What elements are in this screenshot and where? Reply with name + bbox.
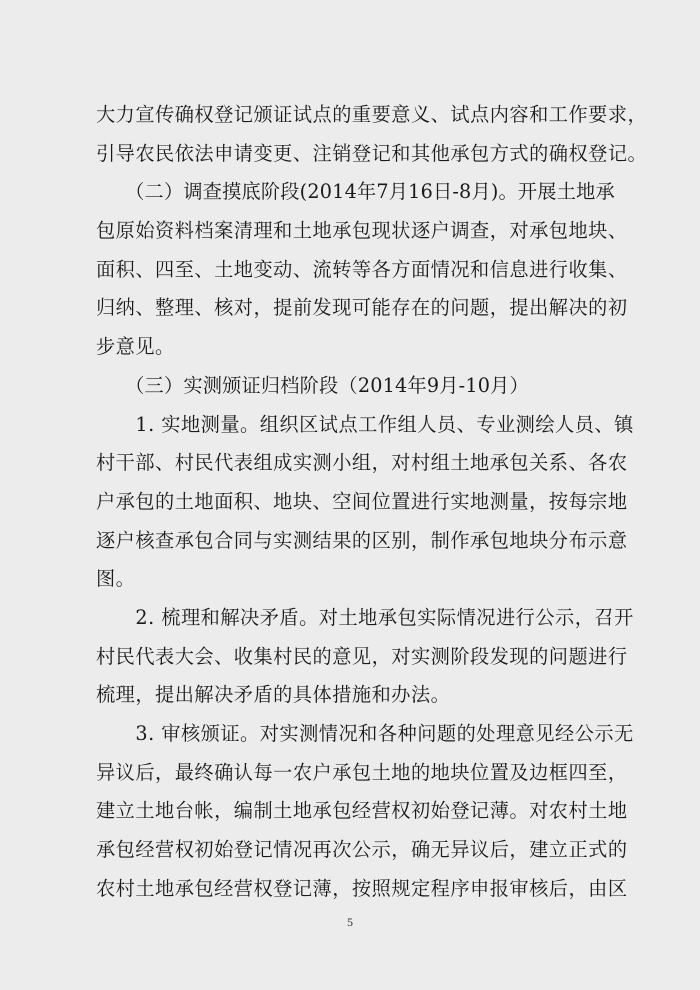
text-line: 逐户核查承包合同与实测结果的区别，制作承包地块分布示意 [96,528,628,552]
text-line: 户承包的土地面积、地块、空间位置进行实地测量，按每宗地 [96,489,628,513]
text-line: 引导农民依法申请变更、注销登记和其他承包方式的确权登记。 [96,141,648,165]
text-line: 归纳、整理、核对，提前发现可能存在的问题，提出解决的初 [96,296,628,320]
text-line: 异议后，最终确认每一农户承包土地的地块位置及边框四至， [96,760,628,784]
text-line: 村民代表大会、收集村民的意见，对实测阶段发现的问题进行 [96,644,628,668]
section-heading-3: （三）实测颁证归档阶段（2014年9月-10月） [96,373,529,397]
document-body [96,96,648,908]
text-line: 承包经营权初始登记情况再次公示，确无异议后，建立正式的 [96,838,628,862]
text-line: 梳理，提出解决矛盾的具体措施和办法。 [96,683,451,707]
text-line: 村干部、村民代表组成实测小组，对村组土地承包关系、各农 [96,451,628,475]
text-line: 3. 审核颁证。对实测情况和各种问题的处理意见经公示无 [96,722,634,745]
text-line: 建立土地台帐，编制土地承包经营权初始登记薄。对农村土地 [96,799,628,823]
text-line: 农村土地承包经营权登记薄，按照规定程序申报审核后，由区 [96,876,628,900]
text-line: 2. 梳理和解决矛盾。对土地承包实际情况进行公示，召开 [96,605,634,629]
text-line: 图。 [96,567,136,591]
text-line: 步意见。 [96,335,175,359]
text-line: 大力宣传确权登记颁证试点的重要意义、试点内容和工作要求， [96,103,648,126]
text-line: 面积、四至、土地变动、流转等各方面情况和信息进行收集、 [96,257,628,281]
text-line: 1. 实地测量。组织区试点工作组人员、专业测绘人员、镇 [96,412,634,436]
text-line: 包原始资料档案清理和土地承包现状逐户调查，对承包地块、 [96,219,628,243]
section-heading-2: （二）调查摸底阶段(2014年7月16日-8月)。开展土地承 [96,180,615,204]
page-number: 5 [347,915,353,929]
